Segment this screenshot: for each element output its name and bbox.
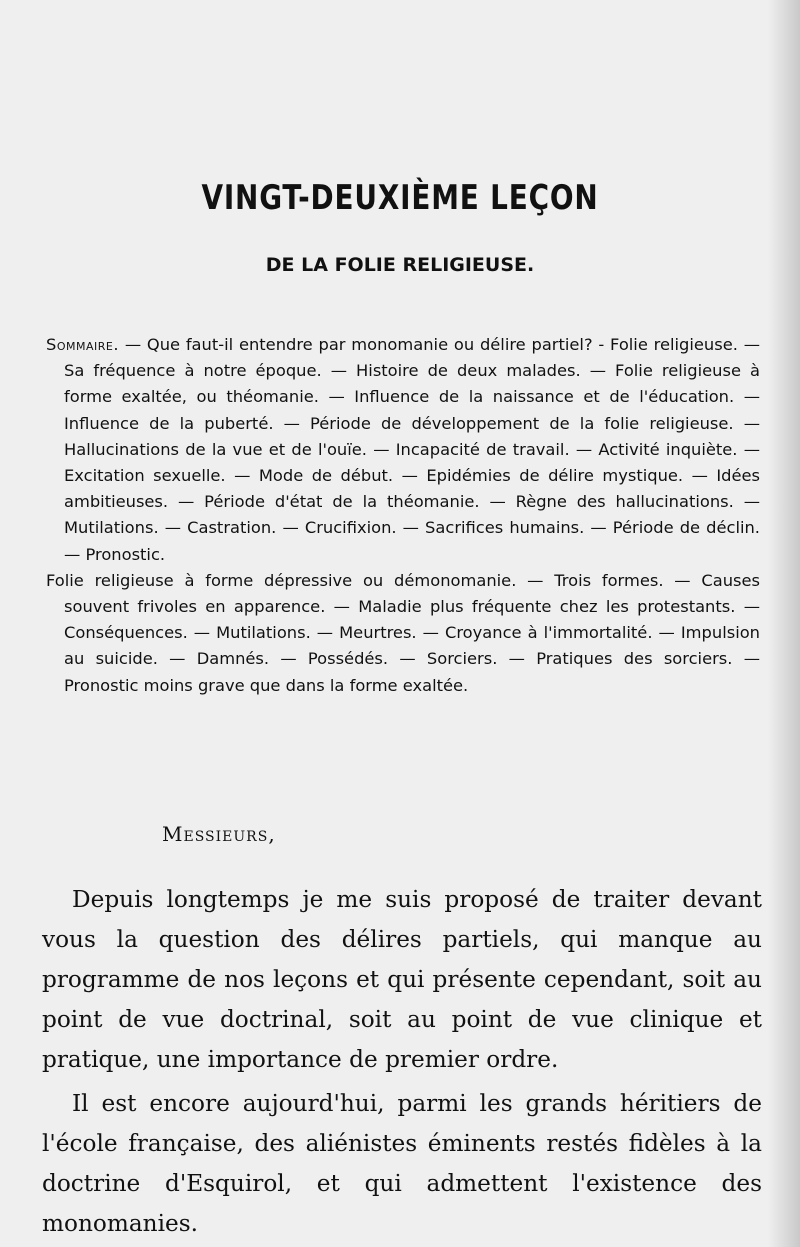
summary-label: Sommaire.: [46, 335, 120, 354]
chapter-summary: [46, 332, 760, 699]
body-paragraph: Depuis longtemps je me suis proposé de traiter devant vous la question des délires partiels, qui manque au programme de nos leçons et qui présente cependant, soit au point de vue doctrinal, soit au point de vue clinique et pratique, une importance de premier ordre.: [42, 886, 762, 1073]
salutation: Messieurs,: [162, 822, 276, 846]
chapter-subtitle: DE LA FOLIE RELIGIEUSE.: [265, 254, 535, 276]
summary-paragraph: Folie religieuse à forme dépressive ou démonomanie. — Trois formes. — Causes souvent frivoles en apparence. — Maladie plus fréquente chez les protestants. — Conséquences. — Mutilations. — Meurtres. — Croyance à l'immortalité. — Impulsion au suicide. — Damnés. — Possédés. — Sorciers. — Pratiques des sorciers. — Pronostic moins grave que dans la forme exaltée.: [46, 570, 760, 695]
page-edge-shadow: [768, 0, 800, 1247]
summary-paragraph: [46, 332, 760, 568]
chapter-title: VINGT-DEUXIÈME LEÇON: [201, 178, 599, 218]
body-paragraph: Il est encore aujourd'hui, parmi les grands héritiers de l'école française, des aliénistes éminents restés fidèles à la doctrine d'Esquirol, et qui admettent l'existence des monomanies.: [42, 1090, 762, 1237]
body-text: [42, 880, 762, 1244]
summary-text: — Que faut-il entendre par monomanie ou délire partiel? - Folie religieuse. — Sa fréquence à notre époque. — Histoire de deux malades. — Folie religieuse à forme exaltée, ou théomanie. — Influence de la naissance et de l'éducation. — Influence de la puberté. — Période de développement de la folie religieuse. — Hallucinations de la vue et de l'ouïe. — Incapacité de travail. — Activité inquiète. — Excitation sexuelle. — Mode de début. — Epidémies de délire mystique. — Idées ambitieuses. — Période d'état de la théomanie. — Règne des hallucinations. — Mutilations. — Castration. — Crucifixion. — Sacrifices humains. — Période de déclin. — Pronostic.: [64, 335, 760, 564]
